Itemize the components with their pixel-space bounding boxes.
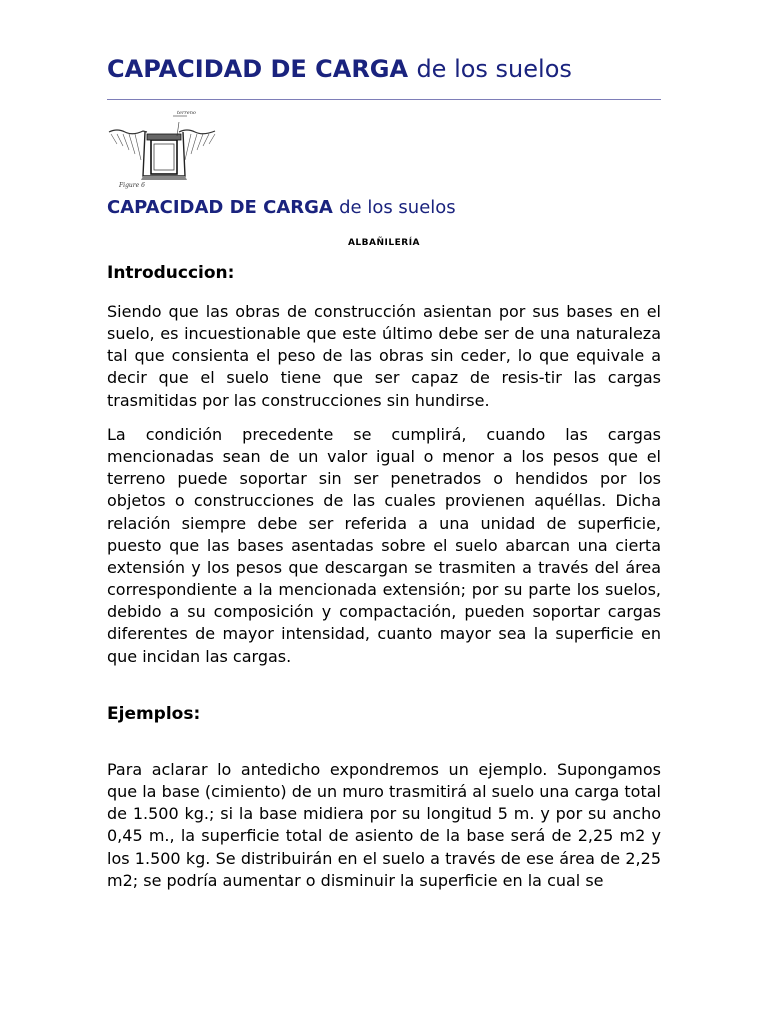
subtitle-bold: CAPACIDAD DE CARGA — [107, 197, 333, 218]
examples-heading: Ejemplos: — [107, 704, 201, 724]
foundation-figure — [107, 110, 219, 190]
title-rest: de los suelos — [416, 55, 572, 83]
title-bold: CAPACIDAD DE CARGA — [107, 55, 409, 83]
intro-heading: Introduccion: — [107, 263, 235, 283]
example-paragraph: Para aclarar lo antedicho expondremos un ejemplo. Supongamos que la base (cimiento) de un muro trasmitirá al suelo una carga total de 1.500 kg.; si la base midiera por su longitud 5 m. y por su ancho 0,45 m., la superficie total de asiento de la base será de 2,25 m2 y los 1.500 kg. Se distribuirán en el suelo a través de ese área de 2,25 m2; se podría aumentar o disminuir la superficie en la cual se — [107, 760, 661, 890]
intro-paragraph: Siendo que las obras de construcción asientan por sus bases en el suelo, es incuestionable que este último debe ser de una naturaleza tal que consienta el peso de las obras sin ceder, lo que equivale a decir que el suelo tiene que ser capaz de resis-tir las cargas trasmitidas por las construcciones sin hundirse. — [107, 302, 661, 410]
trench-illustration — [107, 110, 219, 190]
figure-caption: Figure 6 — [119, 182, 145, 189]
document-subtitle — [107, 197, 456, 218]
title-divider — [107, 99, 661, 100]
document-title — [107, 55, 572, 84]
figure-label: terreno — [177, 110, 196, 116]
category-label: ALBAÑILERÍA — [347, 238, 421, 248]
subtitle-rest: de los suelos — [339, 197, 456, 218]
condition-paragraph: La condición precedente se cumplirá, cuando las cargas mencionadas sean de un valor igual o menor a los pesos que el terreno puede soportar sin ser penetrados o hendidos por los objetos o construcciones de las cuales provienen aquéllas. Dicha relación siempre debe ser referida a una unidad de superficie, puesto que las bases asentadas sobre el suelo abarcan una cierta extensión y los pesos que descargan se trasmiten a través del área correspondiente a la mencionada extensión; por su parte los suelos, debido a su composición y compactación, pueden soportar cargas diferentes de mayor intensidad, cuanto mayor sea la superficie en que incidan las cargas. — [107, 425, 661, 666]
